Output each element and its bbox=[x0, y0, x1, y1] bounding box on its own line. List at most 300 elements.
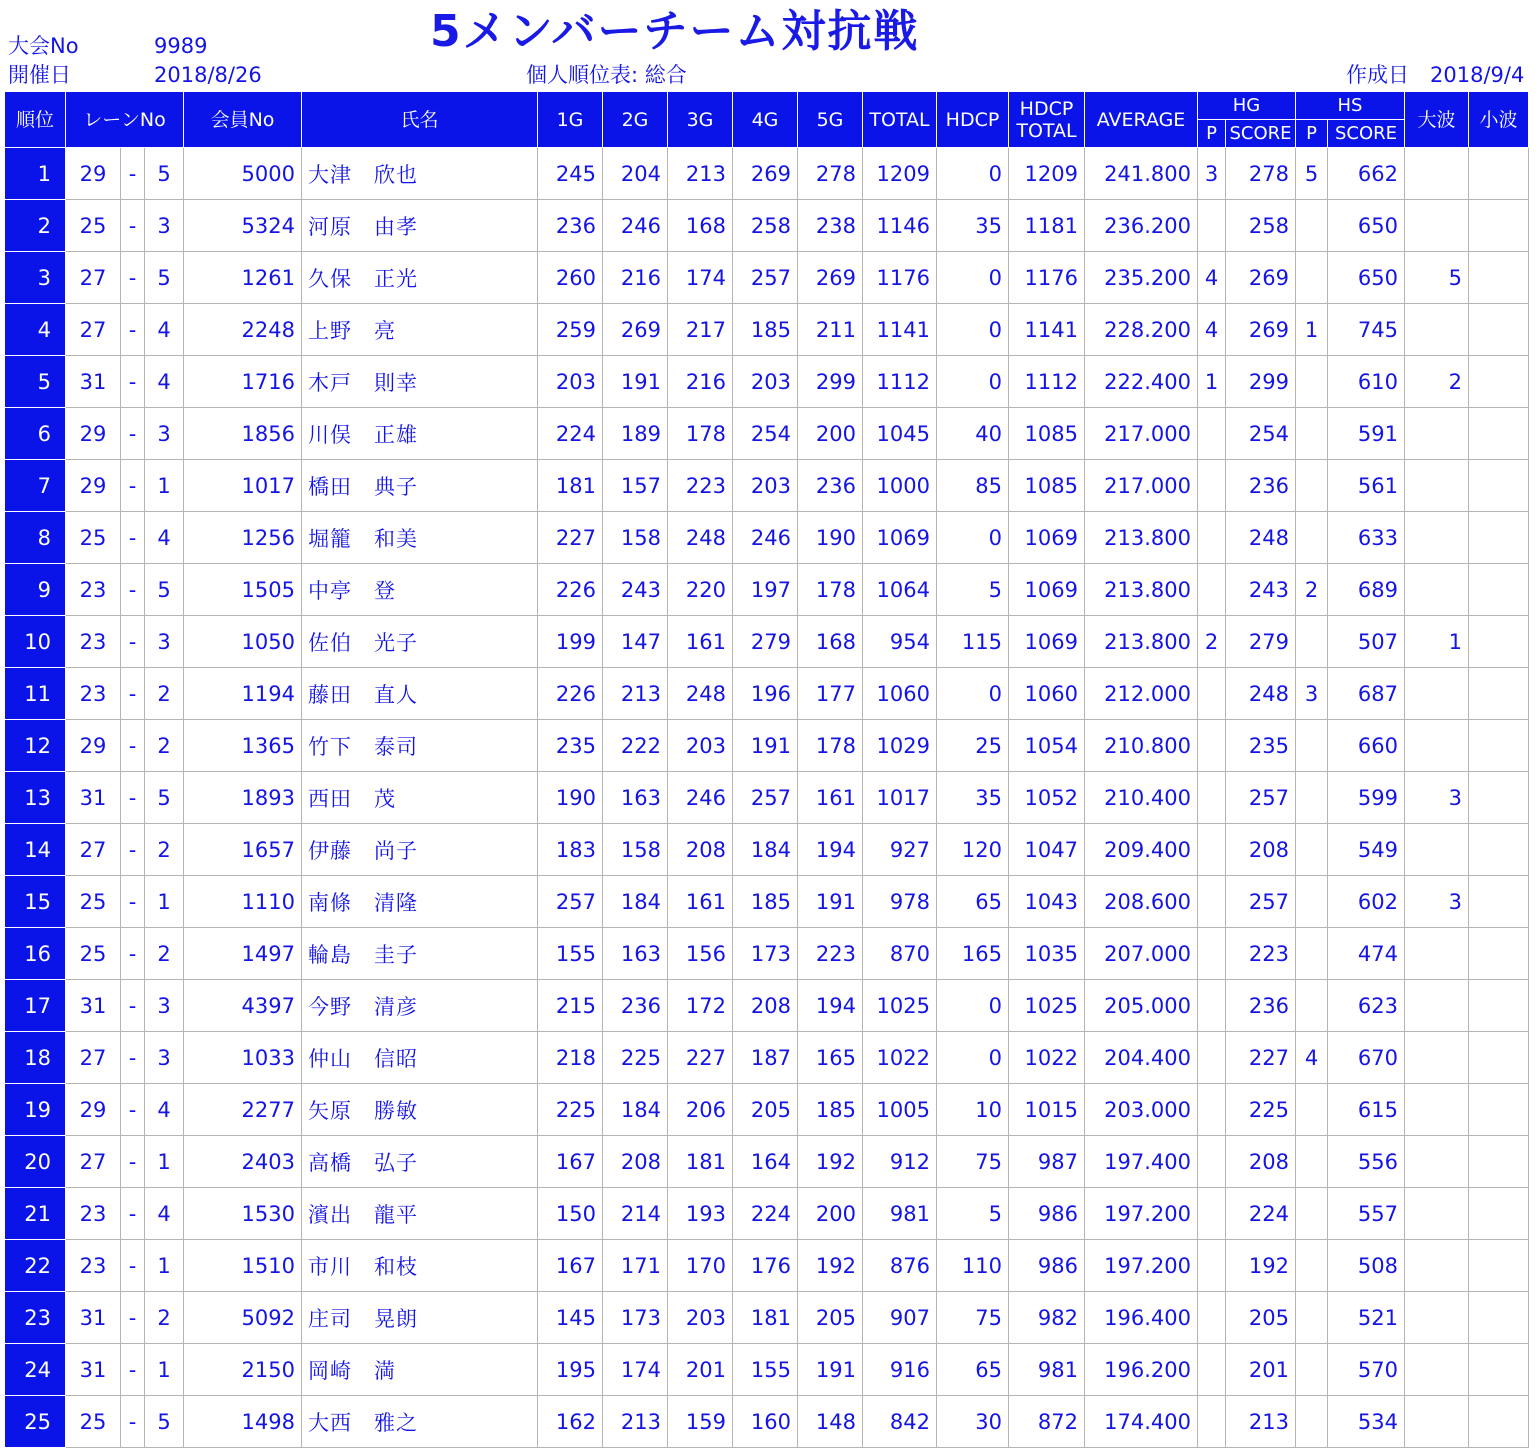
hg-score-cell: 223 bbox=[1226, 928, 1296, 980]
name-cell: 南條 清隆 bbox=[302, 876, 538, 928]
name-cell: 川俣 正雄 bbox=[302, 408, 538, 460]
lane-separator-cell: - bbox=[121, 876, 145, 928]
hg-p-cell: 4 bbox=[1198, 252, 1226, 304]
small-wave-cell bbox=[1469, 460, 1529, 512]
small-wave-cell bbox=[1469, 252, 1529, 304]
small-wave-cell bbox=[1469, 720, 1529, 772]
member-no-cell: 2277 bbox=[184, 1084, 302, 1136]
rank-cell: 20 bbox=[5, 1136, 66, 1188]
table-row bbox=[5, 876, 1529, 928]
total-cell: 1141 bbox=[863, 304, 937, 356]
game4-cell: 181 bbox=[733, 1292, 798, 1344]
member-no-cell: 1365 bbox=[184, 720, 302, 772]
hs-score-cell: 650 bbox=[1328, 200, 1405, 252]
big-wave-cell: 3 bbox=[1405, 772, 1469, 824]
lane-number-cell: 27 bbox=[66, 1032, 121, 1084]
game1-cell: 155 bbox=[538, 928, 603, 980]
big-wave-cell bbox=[1405, 668, 1469, 720]
total-cell: 912 bbox=[863, 1136, 937, 1188]
game1-cell: 167 bbox=[538, 1136, 603, 1188]
game3-cell: 248 bbox=[668, 512, 733, 564]
game5-cell: 161 bbox=[798, 772, 863, 824]
hdcp-total-cell: 1176 bbox=[1009, 252, 1085, 304]
average-cell: 222.400 bbox=[1085, 356, 1198, 408]
hdcp-cell: 0 bbox=[937, 148, 1009, 200]
hs-p-cell: 2 bbox=[1296, 564, 1328, 616]
hdcp-cell: 35 bbox=[937, 200, 1009, 252]
hdcp-total-cell: 987 bbox=[1009, 1136, 1085, 1188]
table-row bbox=[5, 1136, 1529, 1188]
average-cell: 213.800 bbox=[1085, 564, 1198, 616]
game5-cell: 192 bbox=[798, 1240, 863, 1292]
game4-cell: 254 bbox=[733, 408, 798, 460]
game4-cell: 269 bbox=[733, 148, 798, 200]
name-cell: 岡崎 満 bbox=[302, 1344, 538, 1396]
hs-score-cell: 474 bbox=[1328, 928, 1405, 980]
hg-p-cell bbox=[1198, 876, 1226, 928]
hg-score-cell: 192 bbox=[1226, 1240, 1296, 1292]
total-cell: 1060 bbox=[863, 668, 937, 720]
lane-separator-cell: - bbox=[121, 980, 145, 1032]
event-date: 2018/8/26 bbox=[154, 63, 262, 87]
name-cell: 堀籠 和美 bbox=[302, 512, 538, 564]
game5-cell: 178 bbox=[798, 564, 863, 616]
hs-p-cell bbox=[1296, 356, 1328, 408]
col-hdcp: HDCP bbox=[937, 92, 1009, 148]
hdcp-cell: 65 bbox=[937, 876, 1009, 928]
col-4g: 4G bbox=[733, 92, 798, 148]
member-no-cell: 1716 bbox=[184, 356, 302, 408]
hs-p-cell: 5 bbox=[1296, 148, 1328, 200]
lane-position-cell: 3 bbox=[145, 408, 184, 460]
hg-score-cell: 208 bbox=[1226, 824, 1296, 876]
lane-number-cell: 23 bbox=[66, 564, 121, 616]
member-no-cell: 1256 bbox=[184, 512, 302, 564]
small-wave-cell bbox=[1469, 1240, 1529, 1292]
col-hdcp-total-line2: TOTAL bbox=[1016, 119, 1077, 142]
hg-p-cell bbox=[1198, 1344, 1226, 1396]
hg-p-cell bbox=[1198, 720, 1226, 772]
average-cell: 196.200 bbox=[1085, 1344, 1198, 1396]
total-cell: 1176 bbox=[863, 252, 937, 304]
game3-cell: 159 bbox=[668, 1396, 733, 1448]
game3-cell: 172 bbox=[668, 980, 733, 1032]
hg-score-cell: 257 bbox=[1226, 772, 1296, 824]
big-wave-cell bbox=[1405, 980, 1469, 1032]
lane-separator-cell: - bbox=[121, 1136, 145, 1188]
lane-number-cell: 25 bbox=[66, 200, 121, 252]
hdcp-cell: 165 bbox=[937, 928, 1009, 980]
game1-cell: 236 bbox=[538, 200, 603, 252]
hg-score-cell: 236 bbox=[1226, 460, 1296, 512]
lane-number-cell: 29 bbox=[66, 460, 121, 512]
total-cell: 876 bbox=[863, 1240, 937, 1292]
member-no-cell: 1497 bbox=[184, 928, 302, 980]
member-no-cell: 1194 bbox=[184, 668, 302, 720]
lane-separator-cell: - bbox=[121, 1084, 145, 1136]
game1-cell: 167 bbox=[538, 1240, 603, 1292]
hs-p-cell bbox=[1296, 408, 1328, 460]
average-cell: 236.200 bbox=[1085, 200, 1198, 252]
game3-cell: 161 bbox=[668, 876, 733, 928]
hg-p-cell bbox=[1198, 1136, 1226, 1188]
name-cell: 庄司 晃朗 bbox=[302, 1292, 538, 1344]
rank-cell: 1 bbox=[5, 148, 66, 200]
hdcp-total-cell: 1035 bbox=[1009, 928, 1085, 980]
game2-cell: 171 bbox=[603, 1240, 668, 1292]
hdcp-total-cell: 1069 bbox=[1009, 512, 1085, 564]
game3-cell: 181 bbox=[668, 1136, 733, 1188]
big-wave-cell bbox=[1405, 200, 1469, 252]
total-cell: 1045 bbox=[863, 408, 937, 460]
lane-position-cell: 4 bbox=[145, 512, 184, 564]
table-row bbox=[5, 980, 1529, 1032]
hg-score-cell: 205 bbox=[1226, 1292, 1296, 1344]
event-no-label: 大会No bbox=[8, 34, 79, 58]
hs-score-cell: 570 bbox=[1328, 1344, 1405, 1396]
small-wave-cell bbox=[1469, 1136, 1529, 1188]
hg-score-cell: 269 bbox=[1226, 304, 1296, 356]
hdcp-cell: 0 bbox=[937, 512, 1009, 564]
rank-cell: 21 bbox=[5, 1188, 66, 1240]
lane-separator-cell: - bbox=[121, 1240, 145, 1292]
big-wave-cell bbox=[1405, 1344, 1469, 1396]
name-cell: 藤田 直人 bbox=[302, 668, 538, 720]
hg-score-cell: 279 bbox=[1226, 616, 1296, 668]
game4-cell: 205 bbox=[733, 1084, 798, 1136]
rank-cell: 6 bbox=[5, 408, 66, 460]
lane-number-cell: 23 bbox=[66, 1188, 121, 1240]
hdcp-total-cell: 1069 bbox=[1009, 616, 1085, 668]
lane-position-cell: 5 bbox=[145, 564, 184, 616]
member-no-cell: 1050 bbox=[184, 616, 302, 668]
game2-cell: 184 bbox=[603, 1084, 668, 1136]
game5-cell: 191 bbox=[798, 1344, 863, 1396]
name-cell: 木戸 則幸 bbox=[302, 356, 538, 408]
member-no-cell: 2248 bbox=[184, 304, 302, 356]
hg-score-cell: 236 bbox=[1226, 980, 1296, 1032]
total-cell: 870 bbox=[863, 928, 937, 980]
game4-cell: 160 bbox=[733, 1396, 798, 1448]
small-wave-cell bbox=[1469, 356, 1529, 408]
table-row bbox=[5, 1396, 1529, 1448]
average-cell: 197.200 bbox=[1085, 1240, 1198, 1292]
col-hs-score: SCORE bbox=[1328, 120, 1405, 148]
member-no-cell: 4397 bbox=[184, 980, 302, 1032]
rank-cell: 2 bbox=[5, 200, 66, 252]
lane-position-cell: 2 bbox=[145, 720, 184, 772]
hs-p-cell bbox=[1296, 772, 1328, 824]
hg-p-cell bbox=[1198, 928, 1226, 980]
hs-score-cell: 591 bbox=[1328, 408, 1405, 460]
col-5g: 5G bbox=[798, 92, 863, 148]
hs-score-cell: 507 bbox=[1328, 616, 1405, 668]
hg-p-cell bbox=[1198, 1240, 1226, 1292]
name-cell: 西田 茂 bbox=[302, 772, 538, 824]
average-cell: 204.400 bbox=[1085, 1032, 1198, 1084]
report-subtitle: 個人順位表: 総合 bbox=[526, 63, 687, 87]
lane-number-cell: 31 bbox=[66, 980, 121, 1032]
table-row bbox=[5, 148, 1529, 200]
lane-position-cell: 5 bbox=[145, 252, 184, 304]
game5-cell: 223 bbox=[798, 928, 863, 980]
hdcp-cell: 65 bbox=[937, 1344, 1009, 1396]
game4-cell: 208 bbox=[733, 980, 798, 1032]
lane-separator-cell: - bbox=[121, 824, 145, 876]
game4-cell: 155 bbox=[733, 1344, 798, 1396]
member-no-cell: 1530 bbox=[184, 1188, 302, 1240]
hdcp-total-cell: 1085 bbox=[1009, 460, 1085, 512]
name-cell: 高橋 弘子 bbox=[302, 1136, 538, 1188]
hg-p-cell bbox=[1198, 1396, 1226, 1448]
game5-cell: 190 bbox=[798, 512, 863, 564]
lane-separator-cell: - bbox=[121, 668, 145, 720]
game2-cell: 157 bbox=[603, 460, 668, 512]
hs-score-cell: 610 bbox=[1328, 356, 1405, 408]
rank-cell: 9 bbox=[5, 564, 66, 616]
hs-p-cell bbox=[1296, 928, 1328, 980]
rank-cell: 23 bbox=[5, 1292, 66, 1344]
hs-p-cell: 1 bbox=[1296, 304, 1328, 356]
col-1g: 1G bbox=[538, 92, 603, 148]
game2-cell: 163 bbox=[603, 772, 668, 824]
average-cell: 207.000 bbox=[1085, 928, 1198, 980]
member-no-cell: 5000 bbox=[184, 148, 302, 200]
hg-score-cell: 257 bbox=[1226, 876, 1296, 928]
lane-number-cell: 27 bbox=[66, 1136, 121, 1188]
hg-score-cell: 254 bbox=[1226, 408, 1296, 460]
rank-cell: 18 bbox=[5, 1032, 66, 1084]
game5-cell: 200 bbox=[798, 1188, 863, 1240]
hdcp-cell: 0 bbox=[937, 356, 1009, 408]
rank-cell: 22 bbox=[5, 1240, 66, 1292]
name-cell: 中亭 登 bbox=[302, 564, 538, 616]
lane-position-cell: 3 bbox=[145, 980, 184, 1032]
hg-p-cell bbox=[1198, 772, 1226, 824]
hs-score-cell: 599 bbox=[1328, 772, 1405, 824]
game3-cell: 178 bbox=[668, 408, 733, 460]
game3-cell: 248 bbox=[668, 668, 733, 720]
hs-score-cell: 650 bbox=[1328, 252, 1405, 304]
rank-cell: 16 bbox=[5, 928, 66, 980]
game4-cell: 173 bbox=[733, 928, 798, 980]
lane-position-cell: 5 bbox=[145, 1396, 184, 1448]
hdcp-cell: 0 bbox=[937, 1032, 1009, 1084]
average-cell: 197.400 bbox=[1085, 1136, 1198, 1188]
average-cell: 210.800 bbox=[1085, 720, 1198, 772]
name-cell: 仲山 信昭 bbox=[302, 1032, 538, 1084]
game5-cell: 278 bbox=[798, 148, 863, 200]
hg-score-cell: 258 bbox=[1226, 200, 1296, 252]
small-wave-cell bbox=[1469, 1344, 1529, 1396]
hg-score-cell: 248 bbox=[1226, 512, 1296, 564]
col-hg-score: SCORE bbox=[1226, 120, 1296, 148]
game3-cell: 201 bbox=[668, 1344, 733, 1396]
average-cell: 174.400 bbox=[1085, 1396, 1198, 1448]
member-no-cell: 1261 bbox=[184, 252, 302, 304]
game3-cell: 223 bbox=[668, 460, 733, 512]
ranking-table bbox=[4, 91, 1529, 1448]
big-wave-cell bbox=[1405, 1292, 1469, 1344]
game1-cell: 150 bbox=[538, 1188, 603, 1240]
rank-cell: 19 bbox=[5, 1084, 66, 1136]
rank-cell: 7 bbox=[5, 460, 66, 512]
small-wave-cell bbox=[1469, 772, 1529, 824]
hdcp-cell: 85 bbox=[937, 460, 1009, 512]
hg-score-cell: 278 bbox=[1226, 148, 1296, 200]
lane-position-cell: 1 bbox=[145, 876, 184, 928]
game1-cell: 226 bbox=[538, 564, 603, 616]
game2-cell: 147 bbox=[603, 616, 668, 668]
game3-cell: 156 bbox=[668, 928, 733, 980]
game1-cell: 227 bbox=[538, 512, 603, 564]
lane-separator-cell: - bbox=[121, 408, 145, 460]
game5-cell: 269 bbox=[798, 252, 863, 304]
lane-separator-cell: - bbox=[121, 1292, 145, 1344]
game2-cell: 204 bbox=[603, 148, 668, 200]
game1-cell: 226 bbox=[538, 668, 603, 720]
game5-cell: 299 bbox=[798, 356, 863, 408]
lane-number-cell: 31 bbox=[66, 772, 121, 824]
game2-cell: 236 bbox=[603, 980, 668, 1032]
hs-score-cell: 660 bbox=[1328, 720, 1405, 772]
hdcp-total-cell: 1085 bbox=[1009, 408, 1085, 460]
hg-score-cell: 201 bbox=[1226, 1344, 1296, 1396]
hdcp-total-cell: 1052 bbox=[1009, 772, 1085, 824]
rank-cell: 17 bbox=[5, 980, 66, 1032]
hs-score-cell: 602 bbox=[1328, 876, 1405, 928]
hs-score-cell: 521 bbox=[1328, 1292, 1405, 1344]
hg-score-cell: 213 bbox=[1226, 1396, 1296, 1448]
total-cell: 981 bbox=[863, 1188, 937, 1240]
hdcp-cell: 25 bbox=[937, 720, 1009, 772]
game5-cell: 178 bbox=[798, 720, 863, 772]
small-wave-cell bbox=[1469, 200, 1529, 252]
member-no-cell: 2150 bbox=[184, 1344, 302, 1396]
lane-number-cell: 29 bbox=[66, 1084, 121, 1136]
rank-cell: 14 bbox=[5, 824, 66, 876]
game4-cell: 185 bbox=[733, 304, 798, 356]
created-label: 作成日 bbox=[1346, 63, 1409, 87]
table-row bbox=[5, 1292, 1529, 1344]
hdcp-total-cell: 982 bbox=[1009, 1292, 1085, 1344]
lane-separator-cell: - bbox=[121, 1396, 145, 1448]
game5-cell: 211 bbox=[798, 304, 863, 356]
hs-p-cell: 4 bbox=[1296, 1032, 1328, 1084]
hdcp-cell: 40 bbox=[937, 408, 1009, 460]
table-row bbox=[5, 564, 1529, 616]
game4-cell: 184 bbox=[733, 824, 798, 876]
game3-cell: 217 bbox=[668, 304, 733, 356]
lane-separator-cell: - bbox=[121, 460, 145, 512]
name-cell: 濱出 龍平 bbox=[302, 1188, 538, 1240]
hs-p-cell bbox=[1296, 876, 1328, 928]
hg-p-cell bbox=[1198, 668, 1226, 720]
game3-cell: 246 bbox=[668, 772, 733, 824]
hdcp-total-cell: 1112 bbox=[1009, 356, 1085, 408]
game5-cell: 194 bbox=[798, 824, 863, 876]
game2-cell: 174 bbox=[603, 1344, 668, 1396]
table-body bbox=[5, 148, 1529, 1448]
hs-score-cell: 745 bbox=[1328, 304, 1405, 356]
hg-score-cell: 224 bbox=[1226, 1188, 1296, 1240]
small-wave-cell bbox=[1469, 980, 1529, 1032]
hdcp-cell: 0 bbox=[937, 980, 1009, 1032]
lane-number-cell: 31 bbox=[66, 1344, 121, 1396]
hg-p-cell bbox=[1198, 408, 1226, 460]
col-lane: レーンNo bbox=[66, 92, 184, 148]
game4-cell: 257 bbox=[733, 772, 798, 824]
average-cell: 235.200 bbox=[1085, 252, 1198, 304]
game2-cell: 214 bbox=[603, 1188, 668, 1240]
game2-cell: 158 bbox=[603, 512, 668, 564]
game1-cell: 259 bbox=[538, 304, 603, 356]
hs-score-cell: 633 bbox=[1328, 512, 1405, 564]
game2-cell: 189 bbox=[603, 408, 668, 460]
total-cell: 1029 bbox=[863, 720, 937, 772]
hs-score-cell: 615 bbox=[1328, 1084, 1405, 1136]
col-average: AVERAGE bbox=[1085, 92, 1198, 148]
game1-cell: 183 bbox=[538, 824, 603, 876]
game2-cell: 184 bbox=[603, 876, 668, 928]
average-cell: 228.200 bbox=[1085, 304, 1198, 356]
hdcp-cell: 110 bbox=[937, 1240, 1009, 1292]
hg-p-cell bbox=[1198, 980, 1226, 1032]
lane-position-cell: 1 bbox=[145, 1240, 184, 1292]
member-no-cell: 5092 bbox=[184, 1292, 302, 1344]
big-wave-cell bbox=[1405, 1084, 1469, 1136]
hdcp-cell: 5 bbox=[937, 564, 1009, 616]
hdcp-total-cell: 1069 bbox=[1009, 564, 1085, 616]
lane-position-cell: 2 bbox=[145, 1292, 184, 1344]
lane-separator-cell: - bbox=[121, 564, 145, 616]
big-wave-cell bbox=[1405, 304, 1469, 356]
game3-cell: 193 bbox=[668, 1188, 733, 1240]
game5-cell: 194 bbox=[798, 980, 863, 1032]
hg-p-cell: 4 bbox=[1198, 304, 1226, 356]
rank-cell: 3 bbox=[5, 252, 66, 304]
game4-cell: 191 bbox=[733, 720, 798, 772]
game3-cell: 168 bbox=[668, 200, 733, 252]
game2-cell: 173 bbox=[603, 1292, 668, 1344]
average-cell: 197.200 bbox=[1085, 1188, 1198, 1240]
game1-cell: 199 bbox=[538, 616, 603, 668]
table-row bbox=[5, 928, 1529, 980]
lane-separator-cell: - bbox=[121, 252, 145, 304]
game5-cell: 168 bbox=[798, 616, 863, 668]
member-no-cell: 2403 bbox=[184, 1136, 302, 1188]
hs-score-cell: 557 bbox=[1328, 1188, 1405, 1240]
rank-cell: 15 bbox=[5, 876, 66, 928]
hdcp-total-cell: 986 bbox=[1009, 1240, 1085, 1292]
game2-cell: 163 bbox=[603, 928, 668, 980]
lane-position-cell: 3 bbox=[145, 616, 184, 668]
col-member: 会員No bbox=[184, 92, 302, 148]
lane-number-cell: 25 bbox=[66, 928, 121, 980]
game4-cell: 246 bbox=[733, 512, 798, 564]
table-row bbox=[5, 356, 1529, 408]
game1-cell: 225 bbox=[538, 1084, 603, 1136]
hdcp-total-cell: 1015 bbox=[1009, 1084, 1085, 1136]
member-no-cell: 1017 bbox=[184, 460, 302, 512]
game3-cell: 216 bbox=[668, 356, 733, 408]
rank-cell: 25 bbox=[5, 1396, 66, 1448]
hdcp-total-cell: 981 bbox=[1009, 1344, 1085, 1396]
total-cell: 927 bbox=[863, 824, 937, 876]
small-wave-cell bbox=[1469, 616, 1529, 668]
member-no-cell: 5324 bbox=[184, 200, 302, 252]
game3-cell: 227 bbox=[668, 1032, 733, 1084]
